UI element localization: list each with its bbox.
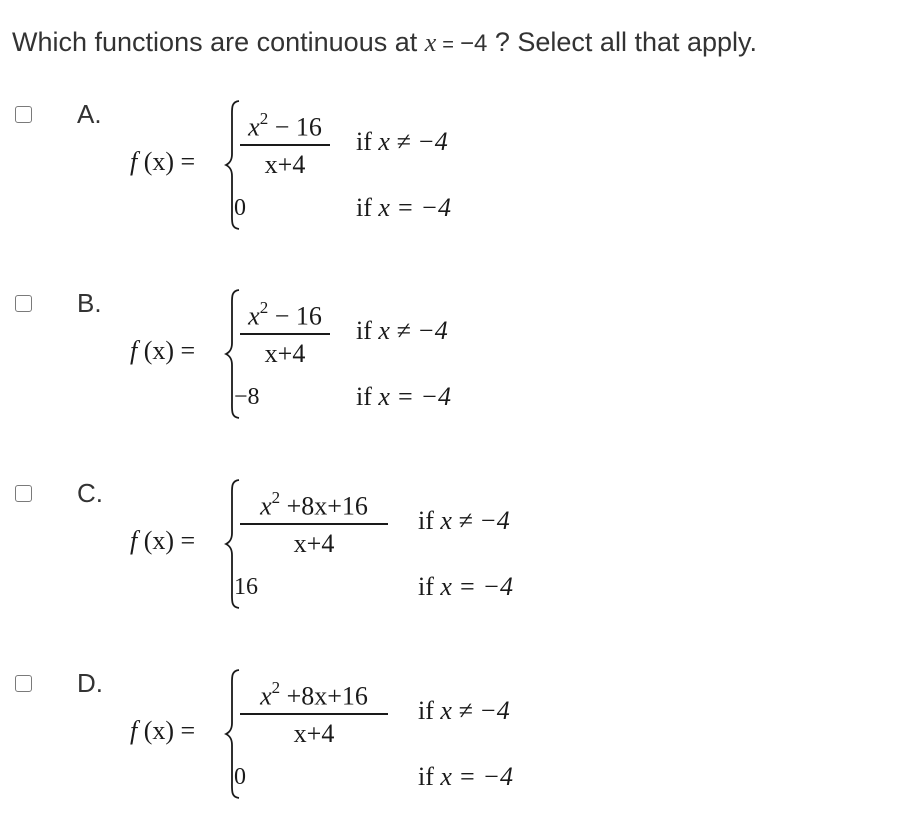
function-lhs: f (x) =: [130, 526, 196, 555]
checkbox-option-d[interactable]: [15, 675, 32, 692]
question-prefix: Which functions are continuous at: [12, 27, 418, 57]
condition-equal: if x = −4: [418, 572, 514, 601]
fraction-bar: [240, 144, 330, 146]
option-c: [0, 477, 905, 647]
function-lhs: f (x) =: [130, 716, 196, 745]
question-variable: x: [424, 28, 437, 57]
question-suffix: ? Select all that apply.: [494, 27, 758, 57]
condition-not-equal: if x ≠ −4: [356, 316, 448, 345]
numerator: $x^2 - 16$: [248, 109, 322, 142]
option-letter: A.: [77, 99, 102, 129]
denominator: x+4: [264, 339, 306, 368]
option-letter: B.: [77, 288, 102, 318]
numerator: $x^2 - 16$: [248, 298, 322, 331]
numerator: $x^2 +8x+16$: [260, 488, 368, 521]
condition-not-equal: if x ≠ −4: [418, 696, 510, 725]
checkbox-option-b[interactable]: [15, 295, 32, 312]
function-lhs: f (x) =: [130, 147, 196, 176]
denominator: x+4: [293, 529, 335, 558]
piece-value: −8: [234, 384, 260, 410]
piece-value: 0: [234, 764, 246, 790]
fraction-bar: [240, 523, 388, 525]
option-a: [0, 98, 905, 268]
question-value: −4: [459, 30, 488, 57]
question-relation: =: [442, 34, 454, 56]
condition-equal: if x = −4: [356, 193, 452, 222]
option-letter: D.: [77, 668, 103, 698]
numerator: $x^2 +8x+16$: [260, 678, 368, 711]
option-d: [0, 667, 905, 837]
condition-not-equal: if x ≠ −4: [356, 127, 448, 156]
condition-equal: if x = −4: [418, 762, 514, 791]
function-lhs: f (x) =: [130, 336, 196, 365]
piecewise-function: [130, 287, 550, 427]
denominator: x+4: [293, 719, 335, 748]
condition-equal: if x = −4: [356, 382, 452, 411]
fraction-bar: [240, 333, 330, 335]
checkbox-option-c[interactable]: [15, 485, 32, 502]
condition-not-equal: if x ≠ −4: [418, 506, 510, 535]
piecewise-function: [130, 667, 550, 807]
question-prompt: [12, 24, 757, 63]
piecewise-function: [130, 98, 550, 238]
option-letter: C.: [77, 478, 103, 508]
piecewise-function: [130, 477, 550, 617]
piece-value: 0: [234, 195, 246, 221]
fraction-bar: [240, 713, 388, 715]
piece-value: 16: [234, 574, 258, 600]
denominator: x+4: [264, 150, 306, 179]
option-b: [0, 287, 905, 457]
checkbox-option-a[interactable]: [15, 106, 32, 123]
